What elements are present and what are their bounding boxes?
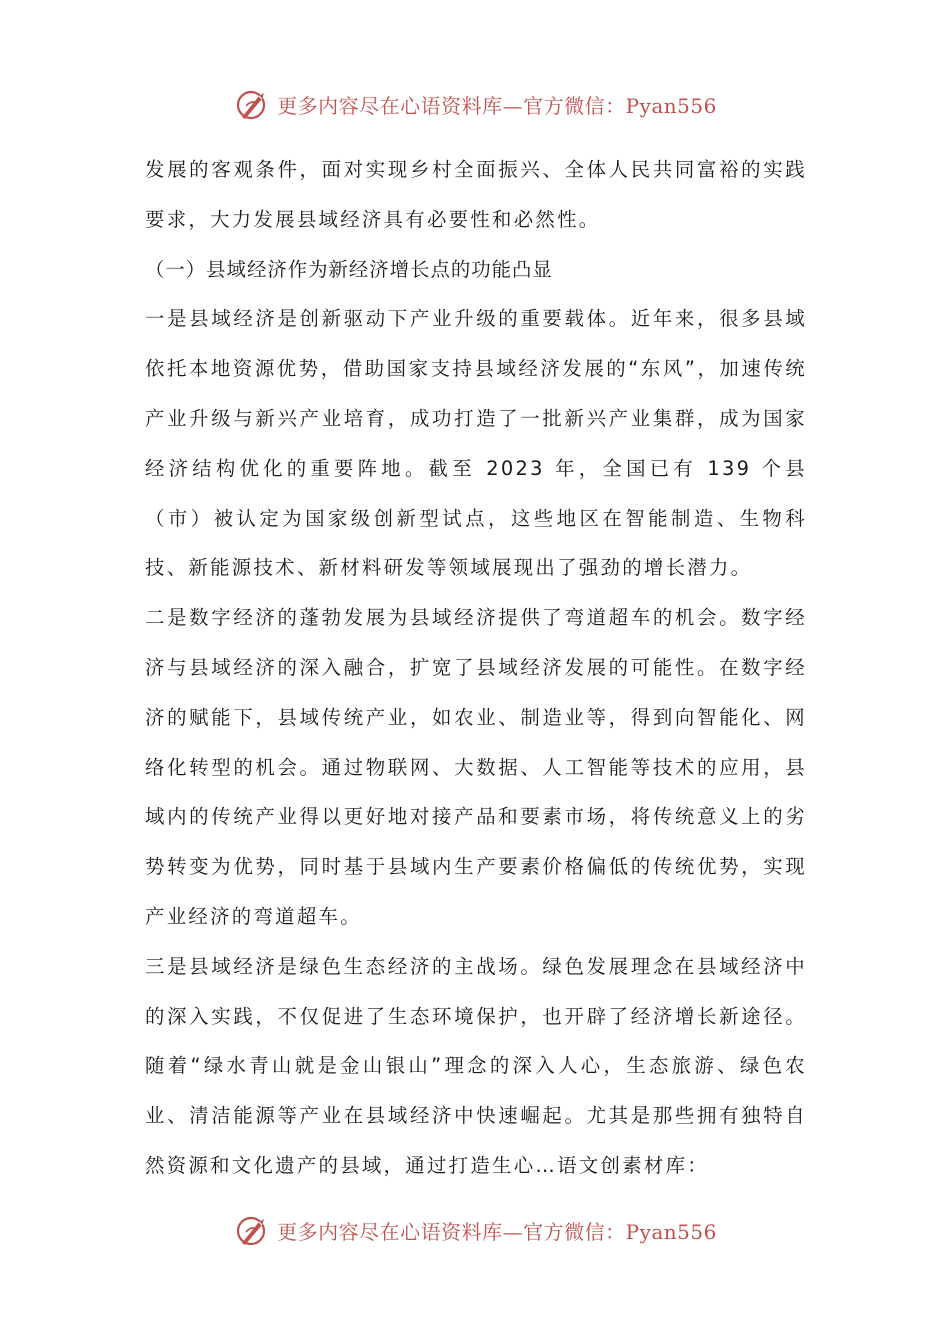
paragraph-innovation: 一是县域经济是创新驱动下产业升级的重要载体。近年来，很多县域依托本地资源优势，借助国家支持县域经济发展的“东风”，加速传统产业升级与新兴产业培育，成功打造了一批新兴产业集群，成为国家经济结构优化的重要阵地。截至 2023 年，全国已有 139 个县（市）被认定为国家级创新型试点，这些地区在智能制造、生物科技、新能源技术、新材料研发等领域展现出了强劲的增长潜力。 (145, 307, 807, 580)
pen-circle-icon (233, 1210, 273, 1250)
header-watermark-text: 更多内容尽在心语资料库—官方微信：Pyan556 (277, 93, 717, 118)
intro-paragraph: 发展的客观条件，面对实现乡村全面振兴、全体人民共同富裕的实践要求，大力发展县域经济具有必要性和必然性。 (145, 158, 807, 231)
document-body (145, 145, 807, 1191)
pen-circle-icon (233, 84, 273, 124)
header-watermark (0, 82, 950, 126)
paragraph-digital-economy: 二是数字经济的蓬勃发展为县域经济提供了弯道超车的机会。数字经济与县域经济的深入融合，扩宽了县域经济发展的可能性。在数字经济的赋能下，县域传统产业，如农业、制造业等，得到向智能化、网络化转型的机会。通过物联网、大数据、人工智能等技术的应用，县域内的传统产业得以更好地对接产品和要素市场，将传统意义上的劣势转变为优势，同时基于县域内生产要素价格偏低的传统优势，实现产业经济的弯道超车。 (145, 606, 807, 928)
paragraph-green-economy: 三是县域经济是绿色生态经济的主战场。绿色发展理念在县域经济中的深入实践，不仅促进了生态环境保护，也开辟了经济增长新途径。随着“绿水青山就是金山银山”理念的深入人心，生态旅游、绿色农业、清洁能源等产业在县域经济中快速崛起。尤其是那些拥有独特自然资源和文化遗产的县域，通过打造生心…语文创素材库： (145, 954, 807, 1177)
section-heading: （一）县域经济作为新经济增长点的功能凸显 (145, 257, 553, 281)
footer-watermark (0, 1208, 950, 1252)
footer-watermark-text: 更多内容尽在心语资料库—官方微信：Pyan556 (277, 1219, 717, 1244)
